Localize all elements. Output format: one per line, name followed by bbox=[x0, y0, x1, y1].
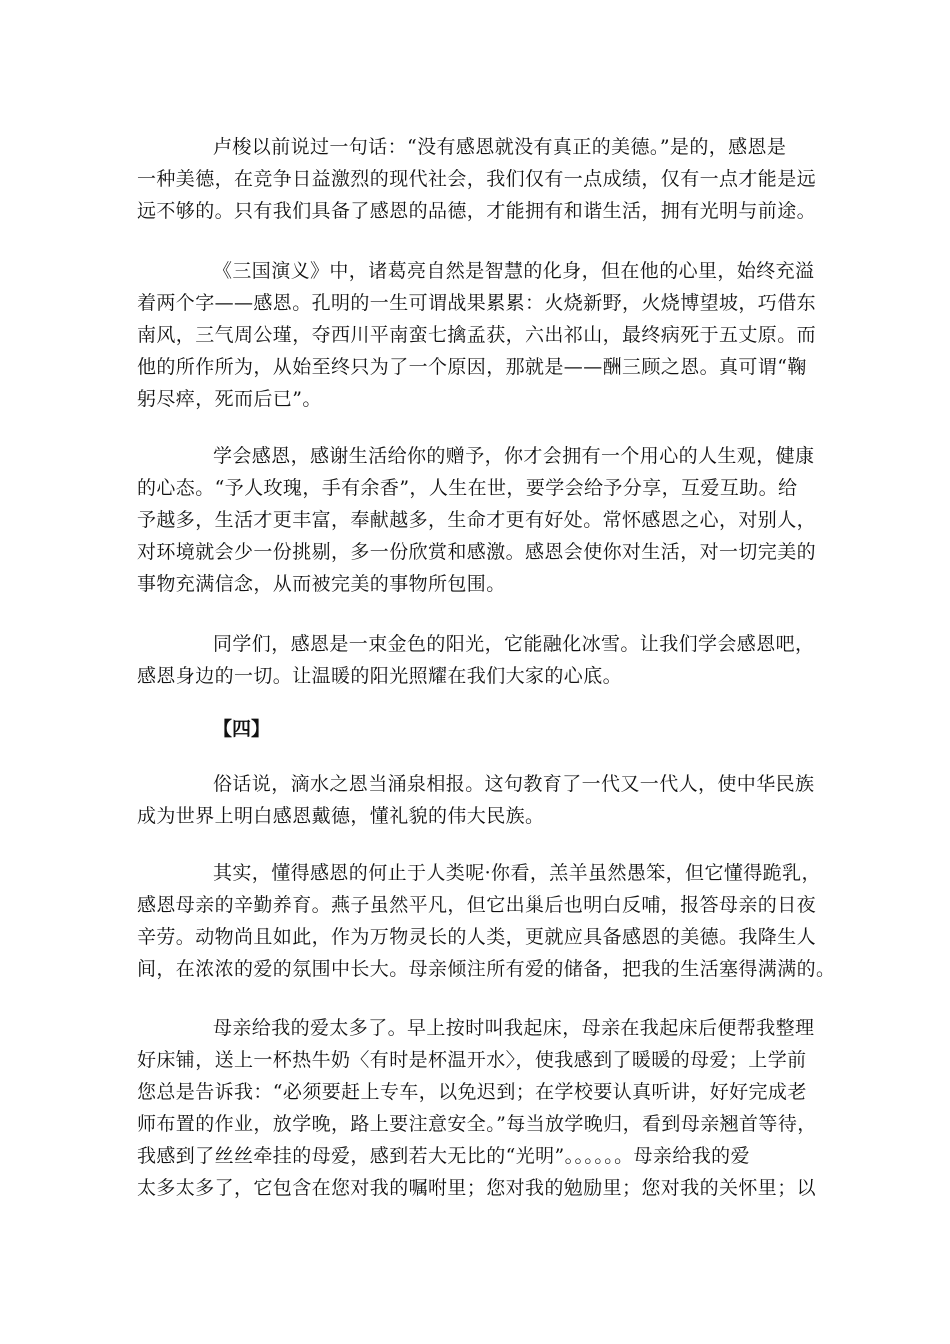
text-line: 太多太多了，它包含在您对我的嘱咐里；您对我的勉励里；您对我的关怀里；以 bbox=[137, 1177, 817, 1199]
paragraph-classmates bbox=[137, 628, 817, 692]
paragraph-proverb bbox=[137, 768, 817, 832]
text-line: 感恩身边的一切。让温暖的阳光照耀在我们大家的心底。 bbox=[137, 665, 623, 687]
text-line: 同学们，感恩是一束金色的阳光，它能融化冰雪。让我们学会感恩吧， bbox=[213, 633, 815, 655]
paragraph-mother-love bbox=[137, 1012, 817, 1204]
text-line: 予越多，生活才更丰富，奉献越多，生命才更有好处。常怀感恩之心，对别人， bbox=[137, 509, 817, 531]
text-line: 好床铺，送上一杯热牛奶〈有时是杯温开水〉，使我感到了暖暖的母爱；上学前 bbox=[137, 1049, 807, 1071]
text-line: 成为世界上明白感恩戴德，懂礼貌的伟大民族。 bbox=[137, 805, 545, 827]
text-line: 师布置的作业，放学晚，路上要注意安全。”每当放学晚归，看到母亲翘首等待， bbox=[137, 1113, 817, 1135]
text-line: 对环境就会少一份挑剔，多一份欣赏和感激。感恩会使你对生活，对一切完美的 bbox=[137, 541, 817, 563]
text-line: 《三国演义》中，诸葛亮自然是智慧的化身，但在他的心里，始终充溢 bbox=[213, 260, 815, 282]
text-line: 远不够的。只有我们具备了感恩的品德，才能拥有和谐生活，拥有光明与前途。 bbox=[137, 200, 817, 222]
text-line: 我感到了丝丝牵挂的母爱，感到若大无比的“光明”。。。。。。母亲给我的爱 bbox=[137, 1145, 750, 1167]
text-line: 学会感恩，感谢生活给你的赠予，你才会拥有一个用心的人生观，健康 bbox=[213, 445, 815, 467]
text-line: 母亲给我的爱太多了。早上按时叫我起床，母亲在我起床后便帮我整理 bbox=[213, 1017, 815, 1039]
text-line: 间，在浓浓的爱的氛围中长大。母亲倾注所有爱的储备，把我的生活塞得满满的。 bbox=[137, 958, 836, 980]
text-line: 您总是告诉我：“必须要赶上专车，以免迟到；在学校要认真听讲，好好完成老 bbox=[137, 1081, 807, 1103]
text-line: 事物充满信念，从而被完美的事物所包围。 bbox=[137, 573, 506, 595]
text-line: 南风，三气周公瑾，夺西川平南蛮七擒孟获，六出祁山，最终病死于五丈原。而 bbox=[137, 324, 817, 346]
paragraph-learn-gratitude bbox=[137, 440, 817, 600]
text-line: 着两个字——感恩。孔明的一生可谓战果累累：火烧新野，火烧博望坡，巧借东 bbox=[137, 292, 817, 314]
text-line: 他的所作所为，从始至终只为了一个原因，那就是——酬三顾之恩。真可谓“鞠 bbox=[137, 356, 807, 378]
paragraph-animals bbox=[137, 857, 836, 985]
text-line: 一种美德，在竞争日益激烈的现代社会，我们仅有一点成绩，仅有一点才能是远 bbox=[137, 168, 817, 190]
text-line: 躬尽瘁，死而后已”。 bbox=[137, 388, 322, 410]
paragraph-rousseau bbox=[137, 131, 817, 227]
text-line: 的心态。“予人玫瑰，手有余香”，人生在世，要学会给予分享，互爱互助。给 bbox=[137, 477, 798, 499]
text-line: 卢梭以前说过一句话：“没有感恩就没有真正的美德。”是的，感恩是 bbox=[213, 136, 787, 158]
section-heading: 【四】 bbox=[213, 718, 271, 740]
text-line: 感恩母亲的辛勤养育。燕子虽然平凡，但它出巢后也明白反哺，报答母亲的日夜 bbox=[137, 894, 817, 916]
text-line: 俗话说，滴水之恩当涌泉相报。这句教育了一代又一代人，使中华民族 bbox=[213, 773, 815, 795]
text-line: 辛劳。动物尚且如此，作为万物灵长的人类，更就应具备感恩的美德。我降生人 bbox=[137, 926, 817, 948]
text-line: 其实，懂得感恩的何止于人类呢·你看，羔羊虽然愚笨，但它懂得跪乳， bbox=[213, 862, 821, 884]
paragraph-three-kingdoms bbox=[137, 255, 817, 415]
